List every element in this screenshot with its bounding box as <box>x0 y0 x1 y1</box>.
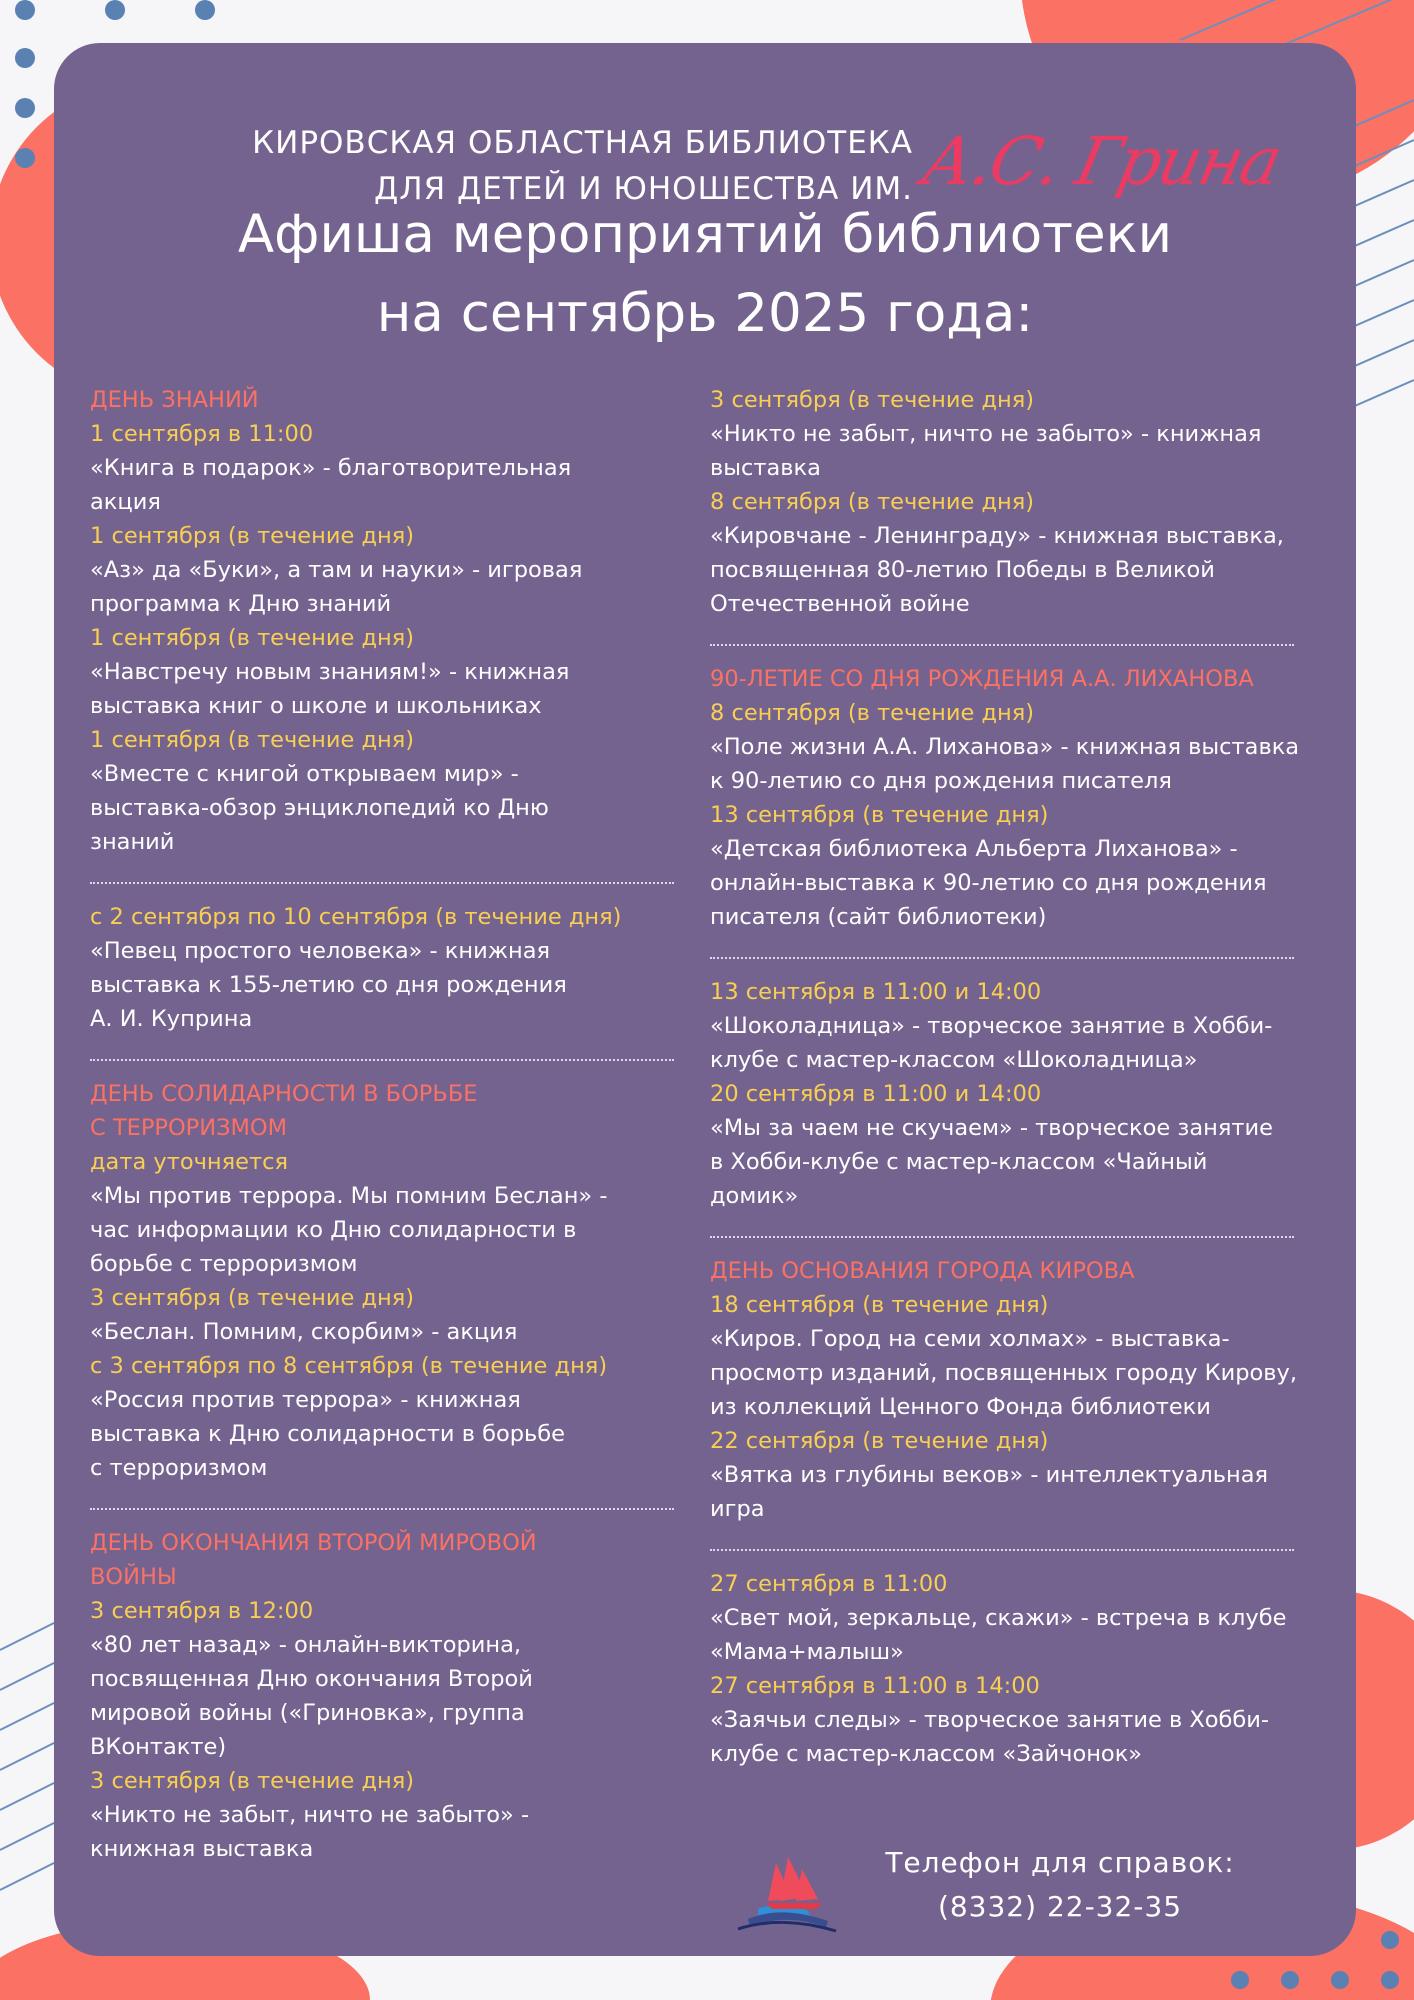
event-description: ВКонтакте) <box>90 1734 227 1760</box>
event-description: «Мы против террора. Мы помним Беслан» - <box>90 1183 608 1209</box>
org-name-line-2: ДЛЯ ДЕТЕЙ И ЮНОШЕСТВА ИМ. <box>374 171 913 207</box>
event-description: «Детская библиотека Альберта Лиханова» - <box>710 836 1238 862</box>
event-description: книжная выставка <box>90 1836 314 1862</box>
section-divider <box>90 1059 674 1061</box>
event-description: «80 лет назад» - онлайн-викторина, <box>90 1632 522 1658</box>
event-date: 3 сентября (в течение дня) <box>90 1768 415 1794</box>
page-title <box>54 195 1356 353</box>
event-description: к 90-летию со дня рождения писателя <box>710 768 1172 794</box>
event-date: 22 сентября (в течение дня) <box>710 1428 1049 1454</box>
event-description: писателя (сайт библиотеки) <box>710 904 1047 930</box>
right-column <box>710 383 1335 1771</box>
section-heading: ДЕНЬ ОКОНЧАНИЯ ВТОРОЙ МИРОВОЙ <box>90 1530 537 1556</box>
section-heading: ДЕНЬ СОЛИДАРНОСТИ В БОРЬБЕ <box>90 1081 478 1107</box>
event-description: акция <box>90 489 161 515</box>
contact-block <box>710 1841 1356 1951</box>
event-section <box>90 900 710 1036</box>
section-divider <box>90 882 674 884</box>
event-description: борьбе с терроризмом <box>90 1251 358 1277</box>
ship-on-book-icon <box>718 1851 848 1941</box>
left-column <box>90 383 710 1866</box>
event-section <box>710 975 1335 1213</box>
event-description: онлайн-выставка к 90-летию со дня рождения <box>710 870 1267 896</box>
title-line-2: на сентябрь 2025 года: <box>376 283 1034 344</box>
section-divider <box>710 644 1294 646</box>
event-description: «Книга в подарок» - благотворительная <box>90 455 572 481</box>
event-section <box>90 1077 710 1485</box>
event-date: 8 сентября (в течение дня) <box>710 489 1035 515</box>
contact-label: Телефон для справок: <box>885 1846 1235 1879</box>
event-description: «Поле жизни А.А. Лиханова» - книжная выставка <box>710 734 1300 760</box>
event-date: 18 сентября (в течение дня) <box>710 1292 1049 1318</box>
event-description: просмотр изданий, посвященных городу Кирову, <box>710 1360 1297 1386</box>
event-description: «Аз» да «Буки», а там и науки» - игровая <box>90 557 583 583</box>
event-description: «Вятка из глубины веков» - интеллектуальная <box>710 1462 1269 1488</box>
event-description: час информации ко Дню солидарности в <box>90 1217 577 1243</box>
section-heading: ДЕНЬ ЗНАНИЙ <box>90 387 259 413</box>
event-description: «Никто не забыт, ничто не забыто» - <box>90 1802 530 1828</box>
section-divider <box>710 957 1294 959</box>
event-description: «Киров. Город на семи холмах» - выставка- <box>710 1326 1230 1352</box>
event-date: 3 сентября в 12:00 <box>90 1598 314 1624</box>
event-description: «Шоколадница» - творческое занятие в Хобби- <box>710 1013 1273 1039</box>
event-description: «Заячьи следы» - творческое занятие в Хобби- <box>710 1707 1270 1733</box>
event-description: клубе с мастер-классом «Зайчонок» <box>710 1741 1143 1767</box>
event-date: с 3 сентября по 8 сентября (в течение дня) <box>90 1353 608 1379</box>
event-description: выставка к Дню солидарности в борьбе <box>90 1421 566 1447</box>
event-section <box>710 662 1335 934</box>
event-description: знаний <box>90 829 175 855</box>
event-description: выставка <box>710 455 821 481</box>
section-heading: 90-ЛЕТИЕ СО ДНЯ РОЖДЕНИЯ А.А. ЛИХАНОВА <box>710 666 1254 692</box>
event-description: «Навстречу новым знаниям!» - книжная <box>90 659 570 685</box>
event-date: 1 сентября (в течение дня) <box>90 727 415 753</box>
contact-text <box>850 1841 1270 1929</box>
event-description: выставка книг о школе и школьниках <box>90 693 542 719</box>
event-description: А. И. Куприна <box>90 1006 253 1032</box>
event-description: посвященная Дню окончания Второй <box>90 1666 533 1692</box>
event-description: выставка-обзор энциклопедий ко Дню <box>90 795 549 821</box>
section-divider <box>90 1508 674 1510</box>
event-date: 27 сентября в 11:00 в 14:00 <box>710 1673 1040 1699</box>
event-date: 13 сентября (в течение дня) <box>710 802 1049 828</box>
section-divider <box>710 1549 1294 1551</box>
event-date: 1 сентября в 11:00 <box>90 421 314 447</box>
org-name-line-1: КИРОВСКАЯ ОБЛАСТНАЯ БИБЛИОТЕКА <box>252 125 913 161</box>
event-description: «Вместе с книгой открываем мир» - <box>90 761 519 787</box>
event-description: «Мама+малыш» <box>710 1639 904 1665</box>
event-date: 27 сентября в 11:00 <box>710 1571 948 1597</box>
event-section <box>710 1567 1335 1771</box>
event-description: Отечественной войне <box>710 591 970 617</box>
section-heading: ВОЙНЫ <box>90 1564 177 1590</box>
event-description: «Беслан. Помним, скорбим» - акция <box>90 1319 518 1345</box>
title-line-1: Афиша мероприятий библиотеки <box>237 204 1173 265</box>
event-date: 1 сентября (в течение дня) <box>90 523 415 549</box>
event-description: игра <box>710 1496 765 1522</box>
event-date: 1 сентября (в течение дня) <box>90 625 415 651</box>
event-date: 8 сентября (в течение дня) <box>710 700 1035 726</box>
event-description: «Свет мой, зеркальце, скажи» - встреча в клубе <box>710 1605 1287 1631</box>
event-description: «Россия против террора» - книжная <box>90 1387 521 1413</box>
section-divider <box>710 1236 1294 1238</box>
contact-phone: (8332) 22-32-35 <box>937 1890 1183 1923</box>
event-description: программа к Дню знаний <box>90 591 392 617</box>
event-date: 20 сентября в 11:00 и 14:00 <box>710 1081 1042 1107</box>
section-heading: ДЕНЬ ОСНОВАНИЯ ГОРОДА КИРОВА <box>710 1258 1135 1284</box>
event-description: с терроризмом <box>90 1455 268 1481</box>
diagonal-lines-bottom-left <box>0 1620 60 1890</box>
event-date: 3 сентября (в течение дня) <box>90 1285 415 1311</box>
event-description: «Мы за чаем не скучаем» - творческое занятие <box>710 1115 1273 1141</box>
event-description: «Певец простого человека» - книжная <box>90 938 551 964</box>
event-section <box>90 1526 710 1866</box>
event-section <box>710 383 1335 621</box>
event-description: посвященная 80-летию Победы в Великой <box>710 557 1215 583</box>
event-description: выставка к 155-летию со дня рождения <box>90 972 567 998</box>
poster-card <box>54 43 1356 1956</box>
event-description: мировой войны («Гриновка», группа <box>90 1700 525 1726</box>
event-description: клубе с мастер-классом «Шоколадница» <box>710 1047 1198 1073</box>
event-description: в Хобби-клубе с мастер-классом «Чайный <box>710 1149 1208 1175</box>
event-date: 3 сентября (в течение дня) <box>710 387 1035 413</box>
event-date: с 2 сентября по 10 сентября (в течение дня) <box>90 904 622 930</box>
event-description: из коллекций Ценного Фонда библиотеки <box>710 1394 1211 1420</box>
event-section <box>90 383 710 859</box>
event-description: «Никто не забыт, ничто не забыто» - книжная <box>710 421 1262 447</box>
event-description: домик» <box>710 1183 799 1209</box>
event-date: дата уточняется <box>90 1149 288 1175</box>
event-section <box>710 1254 1335 1526</box>
event-description: «Кировчане - Ленинграду» - книжная выставка, <box>710 523 1284 549</box>
section-heading: С ТЕРРОРИЗМОМ <box>90 1115 288 1141</box>
grin-signature-logo: А.С. Грина <box>915 123 1287 200</box>
event-date: 13 сентября в 11:00 и 14:00 <box>710 979 1042 1005</box>
